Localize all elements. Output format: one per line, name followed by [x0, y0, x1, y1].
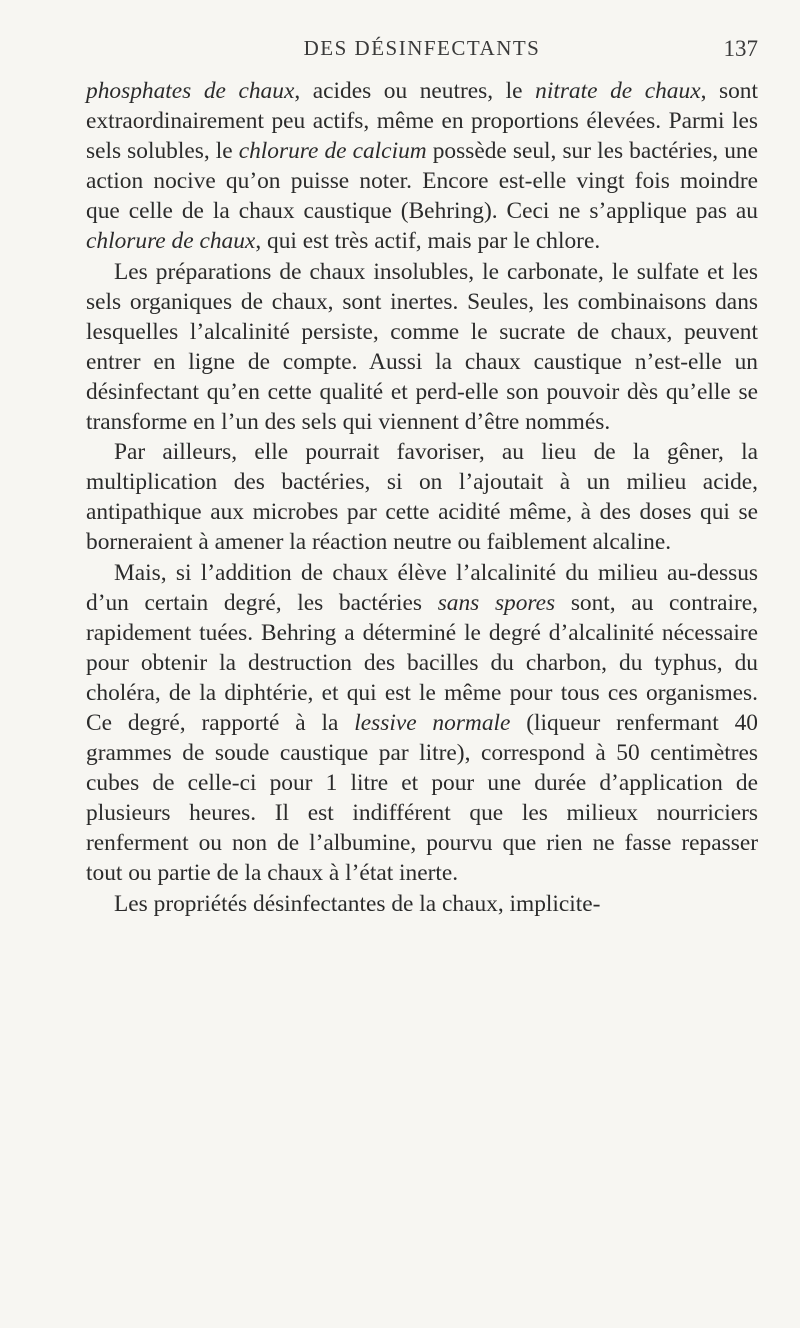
- text-run: Mais, si l’addition de chaux élève l’alcalinité du milieu au-dessus d’un certain degré, les bactéries: [86, 559, 758, 616]
- running-title: DES DÉSINFECTANTS: [303, 36, 541, 60]
- page-header: [86, 26, 758, 76]
- text-run: Les préparations de chaux insolubles, le carbonate, le sulfate et les sels organiques de chaux, sont inertes. Seules, les combinaisons dans lesquelles l’alcalinité persiste, comme le sucrate de chaux, peuvent entrer en ligne de compte. Aussi la chaux caustique n’est-elle un désinfectant qu’en cette qualité et perd-elle son pouvoir dès qu’elle se transforme en l’un des sels qui viennent d’être nommés.: [86, 258, 758, 436]
- text-run: sont, au contraire, rapidement tuées. Behring a déterminé le degré d’alcalinité nécessaire pour obtenir la destruction des bacilles du charbon, du typhus, du choléra, de la diphtérie, et qui est le même pour tous ces organismes. Ce degré, rapporté à la: [86, 589, 759, 736]
- italic-term: nitrate de chaux: [535, 78, 701, 104]
- text-run: , sont extraordinairement peu actifs, même en proportions élevées. Parmi les sels solubles, le: [86, 78, 758, 165]
- italic-term: sans spores: [437, 589, 556, 616]
- italic-term: chlorure de chaux: [86, 228, 256, 255]
- paragraph: [86, 76, 758, 257]
- italic-term: chlorure de calcium: [238, 138, 427, 165]
- text-run: , qui est très actif, mais par le chlore.: [255, 228, 601, 255]
- paragraph: [86, 558, 758, 889]
- body-text: [86, 76, 758, 919]
- italic-term: phosphates de chaux: [86, 78, 295, 104]
- text-run: (liqueur renfermant 40 grammes de soude caustique par litre), correspond à 50 centimètres cubes de celle-ci pour 1 litre et pour une durée d’application de plusieurs heures. Il est indifférent que les milieux nourriciers renferment ou non de l’albumine, pourvu que rien ne fasse repasser tout ou partie de la chaux à l’état inerte.: [86, 709, 758, 887]
- paragraph: [86, 889, 758, 919]
- text-run: Les propriétés désinfectantes de la chaux, implicite-: [114, 890, 601, 917]
- text-run: Par ailleurs, elle pourrait favoriser, au lieu de la gêner, la multiplication des bactéries, si on l’ajoutait à un milieu acide, antipathique aux microbes par cette acidité même, à des doses qui se borneraient à amener la réaction neutre ou faiblement alcaline.: [86, 439, 758, 556]
- paragraph: [86, 437, 758, 557]
- book-page: [86, 26, 758, 919]
- text-run: possède seul, sur les bactéries, une action nocive qu’on puisse noter. Encore est-elle vingt fois moindre que celle de la chaux caustique (Behring). Ceci ne s’applique pas au: [86, 138, 758, 225]
- page-number: 137: [723, 36, 758, 61]
- paragraph: [86, 257, 758, 438]
- italic-term: lessive normale: [354, 709, 511, 736]
- text-run: , acides ou neutres, le: [294, 78, 536, 104]
